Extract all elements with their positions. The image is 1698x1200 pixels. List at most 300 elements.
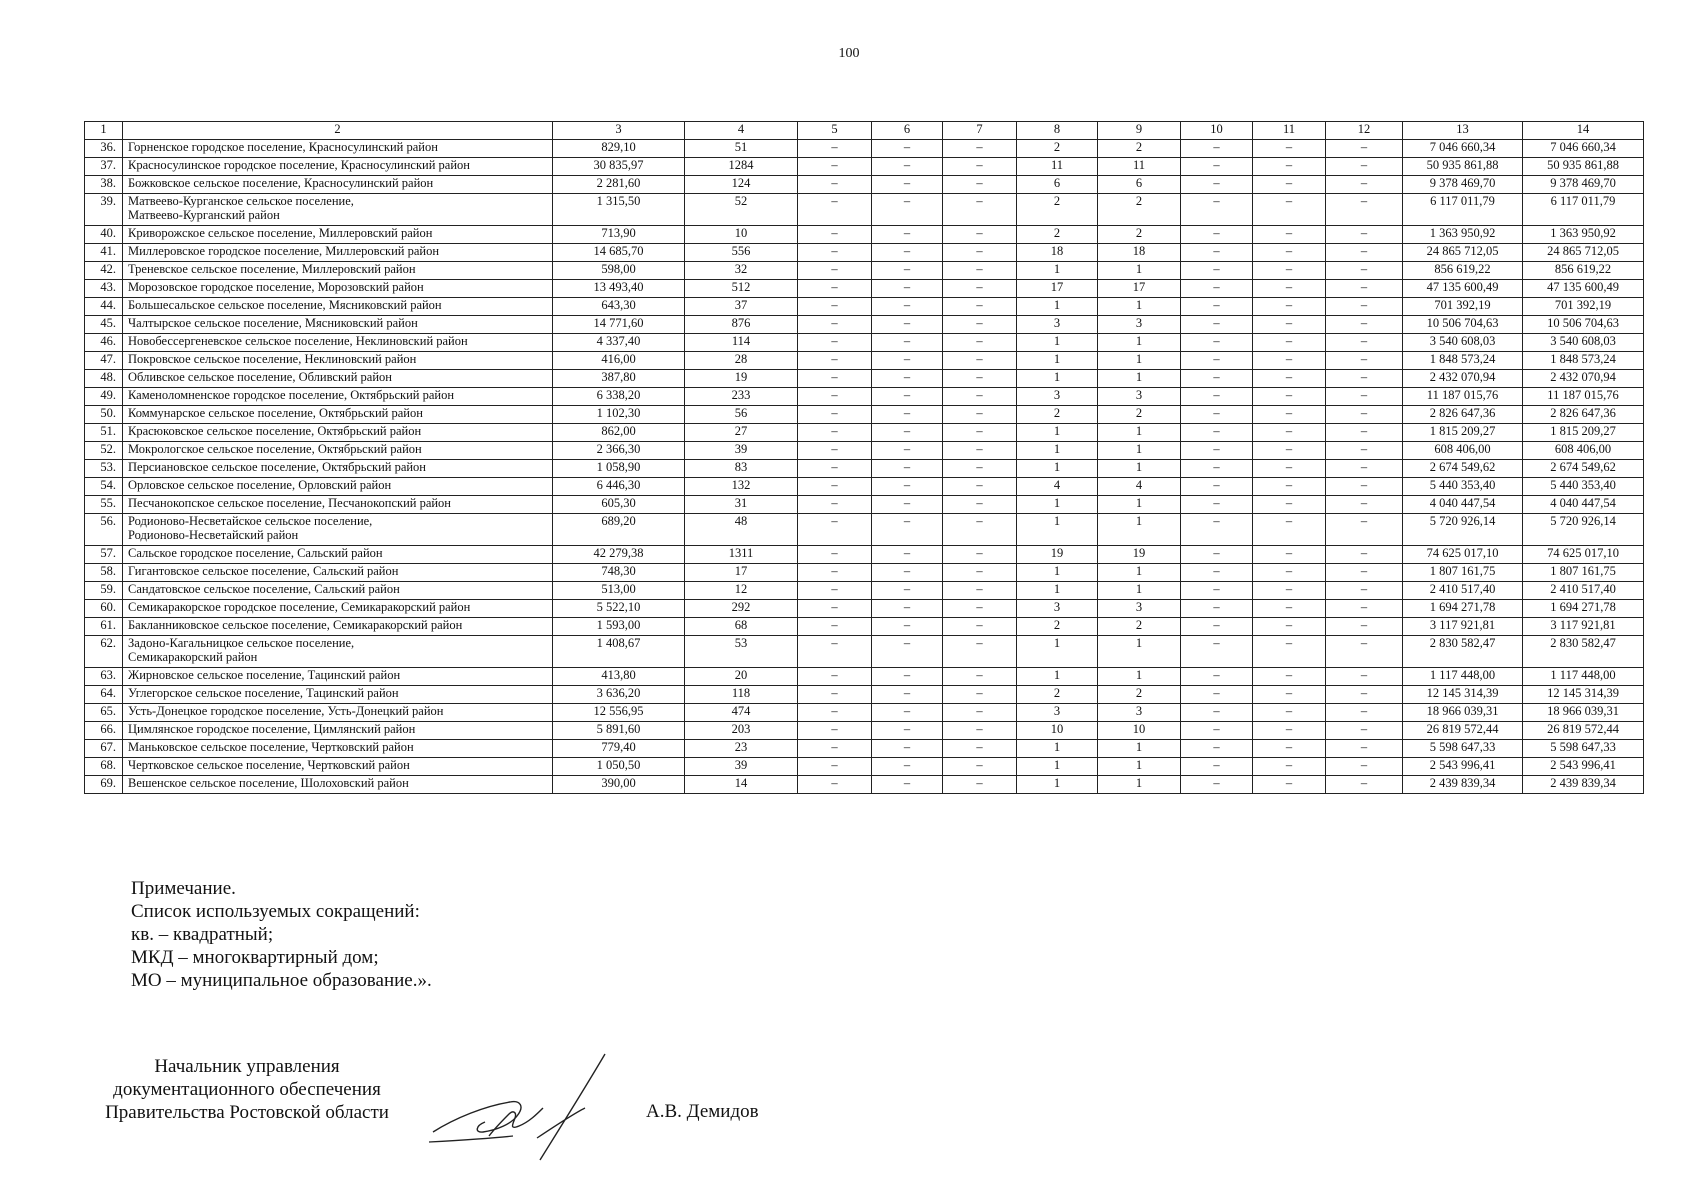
row-number-cell: 67. [85, 740, 123, 758]
row-number-cell: 68. [85, 758, 123, 776]
settlement-name-cell: Божковское сельское поселение, Красносулинский район [123, 176, 553, 194]
settlement-name-cell: Персиановское сельское поселение, Октябрьский район [123, 460, 553, 478]
col7-cell: – [943, 388, 1017, 406]
row-number-cell: 56. [85, 514, 123, 546]
col12-cell: – [1326, 600, 1403, 618]
settlement-name-cell: Чертковское сельское поселение, Чертковский район [123, 758, 553, 776]
col8-cell: 2 [1017, 618, 1098, 636]
area-cell: 390,00 [553, 776, 685, 794]
row-number-cell: 54. [85, 478, 123, 496]
table-row [85, 668, 1644, 686]
settlement-name-cell: Песчанокопское сельское поселение, Песчанокопский район [123, 496, 553, 514]
area-cell: 1 315,50 [553, 194, 685, 226]
residents-cell: 39 [685, 442, 798, 460]
signatory-title-line: Правительства Ростовской области [105, 1102, 389, 1123]
settlement-name-cell: Цимлянское городское поселение, Цимлянский район [123, 722, 553, 740]
area-cell: 12 556,95 [553, 704, 685, 722]
col8-cell: 2 [1017, 226, 1098, 244]
col11-cell: – [1253, 546, 1326, 564]
col12-cell: – [1326, 442, 1403, 460]
residents-cell: 512 [685, 280, 798, 298]
column-header: 1 [85, 122, 123, 140]
col5-cell: – [798, 424, 872, 442]
col12-cell: – [1326, 546, 1403, 564]
residents-cell: 48 [685, 514, 798, 546]
col11-cell: – [1253, 668, 1326, 686]
cost-funding-cell: 74 625 017,10 [1523, 546, 1644, 564]
col6-cell: – [872, 636, 943, 668]
area-cell: 387,80 [553, 370, 685, 388]
col11-cell: – [1253, 298, 1326, 316]
col11-cell: – [1253, 758, 1326, 776]
col10-cell: – [1181, 280, 1253, 298]
col7-cell: – [943, 244, 1017, 262]
residents-cell: 52 [685, 194, 798, 226]
col11-cell: – [1253, 722, 1326, 740]
col11-cell: – [1253, 194, 1326, 226]
col6-cell: – [872, 460, 943, 478]
col6-cell: – [872, 176, 943, 194]
col7-cell: – [943, 352, 1017, 370]
col6-cell: – [872, 388, 943, 406]
col9-cell: 1 [1098, 668, 1181, 686]
row-number-cell: 46. [85, 334, 123, 352]
col5-cell: – [798, 514, 872, 546]
table-row [85, 226, 1644, 244]
cost-funding-cell: 7 046 660,34 [1523, 140, 1644, 158]
cost-total-cell: 2 410 517,40 [1403, 582, 1523, 600]
row-number-cell: 55. [85, 496, 123, 514]
col7-cell: – [943, 668, 1017, 686]
row-number-cell: 52. [85, 442, 123, 460]
col8-cell: 2 [1017, 686, 1098, 704]
settlement-name-cell: Гигантовское сельское поселение, Сальский район [123, 564, 553, 582]
col10-cell: – [1181, 758, 1253, 776]
settlement-name-cell: Бакланниковское сельское поселение, Семикаракорский район [123, 618, 553, 636]
col11-cell: – [1253, 280, 1326, 298]
col11-cell: – [1253, 442, 1326, 460]
col12-cell: – [1326, 406, 1403, 424]
col5-cell: – [798, 244, 872, 262]
cost-total-cell: 2 830 582,47 [1403, 636, 1523, 668]
col5-cell: – [798, 158, 872, 176]
table-row [85, 582, 1644, 600]
column-header: 14 [1523, 122, 1644, 140]
col8-cell: 1 [1017, 776, 1098, 794]
col5-cell: – [798, 618, 872, 636]
cost-total-cell: 3 540 608,03 [1403, 334, 1523, 352]
cost-funding-cell: 2 543 996,41 [1523, 758, 1644, 776]
col8-cell: 1 [1017, 582, 1098, 600]
col7-cell: – [943, 442, 1017, 460]
cost-funding-cell: 1 694 271,78 [1523, 600, 1644, 618]
col12-cell: – [1326, 244, 1403, 262]
table-row [85, 686, 1644, 704]
col9-cell: 2 [1098, 194, 1181, 226]
col5-cell: – [798, 496, 872, 514]
settlement-name-cell: Родионово-Несветайское сельское поселение, Родионово-Несветайский район [123, 514, 553, 546]
col5-cell: – [798, 564, 872, 582]
col12-cell: – [1326, 176, 1403, 194]
col9-cell: 1 [1098, 636, 1181, 668]
col11-cell: – [1253, 352, 1326, 370]
table-row [85, 496, 1644, 514]
col8-cell: 1 [1017, 668, 1098, 686]
cost-funding-cell: 2 830 582,47 [1523, 636, 1644, 668]
col6-cell: – [872, 686, 943, 704]
col10-cell: – [1181, 618, 1253, 636]
col5-cell: – [798, 478, 872, 496]
residents-cell: 203 [685, 722, 798, 740]
col9-cell: 1 [1098, 334, 1181, 352]
residents-cell: 132 [685, 478, 798, 496]
residents-cell: 292 [685, 600, 798, 618]
column-header: 9 [1098, 122, 1181, 140]
cost-funding-cell: 3 540 608,03 [1523, 334, 1644, 352]
row-number-cell: 63. [85, 668, 123, 686]
col6-cell: – [872, 582, 943, 600]
col5-cell: – [798, 352, 872, 370]
col8-cell: 6 [1017, 176, 1098, 194]
residents-cell: 118 [685, 686, 798, 704]
residents-cell: 20 [685, 668, 798, 686]
col8-cell: 1 [1017, 334, 1098, 352]
cost-funding-cell: 6 117 011,79 [1523, 194, 1644, 226]
col10-cell: – [1181, 600, 1253, 618]
area-cell: 748,30 [553, 564, 685, 582]
col8-cell: 1 [1017, 352, 1098, 370]
col7-cell: – [943, 546, 1017, 564]
col9-cell: 1 [1098, 740, 1181, 758]
settlement-name-cell: Сальское городское поселение, Сальский район [123, 546, 553, 564]
col11-cell: – [1253, 564, 1326, 582]
col8-cell: 1 [1017, 564, 1098, 582]
row-number-cell: 60. [85, 600, 123, 618]
table-row [85, 406, 1644, 424]
column-header: 6 [872, 122, 943, 140]
settlements-table [84, 121, 1644, 794]
area-cell: 713,90 [553, 226, 685, 244]
residents-cell: 51 [685, 140, 798, 158]
col11-cell: – [1253, 316, 1326, 334]
col5-cell: – [798, 334, 872, 352]
row-number-cell: 37. [85, 158, 123, 176]
col7-cell: – [943, 176, 1017, 194]
table-row [85, 424, 1644, 442]
residents-cell: 23 [685, 740, 798, 758]
signatory-name: А.В. Демидов [646, 1101, 759, 1122]
col5-cell: – [798, 582, 872, 600]
col5-cell: – [798, 442, 872, 460]
col10-cell: – [1181, 546, 1253, 564]
settlement-name-cell: Новобессергеневское сельское поселение, Неклиновский район [123, 334, 553, 352]
cost-funding-cell: 3 117 921,81 [1523, 618, 1644, 636]
cost-funding-cell: 856 619,22 [1523, 262, 1644, 280]
cost-total-cell: 5 720 926,14 [1403, 514, 1523, 546]
table-row [85, 262, 1644, 280]
col12-cell: – [1326, 758, 1403, 776]
col8-cell: 2 [1017, 406, 1098, 424]
col10-cell: – [1181, 496, 1253, 514]
col7-cell: – [943, 704, 1017, 722]
residents-cell: 474 [685, 704, 798, 722]
cost-total-cell: 11 187 015,76 [1403, 388, 1523, 406]
table-row [85, 478, 1644, 496]
col9-cell: 1 [1098, 460, 1181, 478]
col6-cell: – [872, 758, 943, 776]
table-row [85, 442, 1644, 460]
settlement-name-cell: Чалтырское сельское поселение, Мясниковский район [123, 316, 553, 334]
col10-cell: – [1181, 740, 1253, 758]
row-number-cell: 45. [85, 316, 123, 334]
col12-cell: – [1326, 226, 1403, 244]
col12-cell: – [1326, 262, 1403, 280]
col8-cell: 10 [1017, 722, 1098, 740]
col7-cell: – [943, 776, 1017, 794]
col9-cell: 11 [1098, 158, 1181, 176]
col12-cell: – [1326, 514, 1403, 546]
col10-cell: – [1181, 460, 1253, 478]
area-cell: 14 771,60 [553, 316, 685, 334]
table-row [85, 514, 1644, 546]
settlement-name-cell: Матвеево-Курганское сельское поселение, Матвеево-Курганский район [123, 194, 553, 226]
signatory-title [82, 1055, 412, 1124]
table-row [85, 600, 1644, 618]
col12-cell: – [1326, 776, 1403, 794]
col11-cell: – [1253, 388, 1326, 406]
col7-cell: – [943, 564, 1017, 582]
cost-total-cell: 10 506 704,63 [1403, 316, 1523, 334]
table-row [85, 564, 1644, 582]
col7-cell: – [943, 758, 1017, 776]
row-number-cell: 44. [85, 298, 123, 316]
area-cell: 1 050,50 [553, 758, 685, 776]
col9-cell: 17 [1098, 280, 1181, 298]
col9-cell: 2 [1098, 406, 1181, 424]
col6-cell: – [872, 334, 943, 352]
cost-total-cell: 50 935 861,88 [1403, 158, 1523, 176]
cost-funding-cell: 701 392,19 [1523, 298, 1644, 316]
col6-cell: – [872, 442, 943, 460]
col6-cell: – [872, 424, 943, 442]
cost-funding-cell: 608 406,00 [1523, 442, 1644, 460]
settlement-name-cell: Семикаракорское городское поселение, Семикаракорский район [123, 600, 553, 618]
col12-cell: – [1326, 280, 1403, 298]
area-cell: 2 281,60 [553, 176, 685, 194]
col5-cell: – [798, 740, 872, 758]
col11-cell: – [1253, 496, 1326, 514]
col7-cell: – [943, 262, 1017, 280]
col6-cell: – [872, 776, 943, 794]
col12-cell: – [1326, 352, 1403, 370]
col10-cell: – [1181, 316, 1253, 334]
cost-funding-cell: 5 440 353,40 [1523, 478, 1644, 496]
cost-total-cell: 5 598 647,33 [1403, 740, 1523, 758]
row-number-cell: 47. [85, 352, 123, 370]
residents-cell: 19 [685, 370, 798, 388]
col8-cell: 1 [1017, 496, 1098, 514]
area-cell: 1 102,30 [553, 406, 685, 424]
row-number-cell: 38. [85, 176, 123, 194]
col10-cell: – [1181, 424, 1253, 442]
col6-cell: – [872, 298, 943, 316]
cost-funding-cell: 1 117 448,00 [1523, 668, 1644, 686]
cost-funding-cell: 18 966 039,31 [1523, 704, 1644, 722]
col10-cell: – [1181, 442, 1253, 460]
col9-cell: 6 [1098, 176, 1181, 194]
col11-cell: – [1253, 424, 1326, 442]
col5-cell: – [798, 704, 872, 722]
table-row [85, 280, 1644, 298]
col6-cell: – [872, 496, 943, 514]
col5-cell: – [798, 370, 872, 388]
settlement-name-cell: Орловское сельское поселение, Орловский район [123, 478, 553, 496]
table-row [85, 158, 1644, 176]
cost-total-cell: 2 826 647,36 [1403, 406, 1523, 424]
cost-total-cell: 1 848 573,24 [1403, 352, 1523, 370]
cost-funding-cell: 9 378 469,70 [1523, 176, 1644, 194]
cost-funding-cell: 26 819 572,44 [1523, 722, 1644, 740]
col9-cell: 4 [1098, 478, 1181, 496]
settlement-name-cell: Горненское городское поселение, Красносулинский район [123, 140, 553, 158]
notes-block [131, 877, 432, 992]
col7-cell: – [943, 722, 1017, 740]
col5-cell: – [798, 600, 872, 618]
col6-cell: – [872, 618, 943, 636]
col7-cell: – [943, 636, 1017, 668]
cost-total-cell: 9 378 469,70 [1403, 176, 1523, 194]
col10-cell: – [1181, 514, 1253, 546]
area-cell: 14 685,70 [553, 244, 685, 262]
col10-cell: – [1181, 686, 1253, 704]
col8-cell: 1 [1017, 424, 1098, 442]
col7-cell: – [943, 460, 1017, 478]
col6-cell: – [872, 668, 943, 686]
area-cell: 1 408,67 [553, 636, 685, 668]
col11-cell: – [1253, 140, 1326, 158]
residents-cell: 233 [685, 388, 798, 406]
col8-cell: 1 [1017, 758, 1098, 776]
settlement-name-cell: Задоно-Кагальницкое сельское поселение, Семикаракорский район [123, 636, 553, 668]
col8-cell: 19 [1017, 546, 1098, 564]
row-number-cell: 69. [85, 776, 123, 794]
col10-cell: – [1181, 226, 1253, 244]
col8-cell: 3 [1017, 704, 1098, 722]
col12-cell: – [1326, 460, 1403, 478]
cost-total-cell: 7 046 660,34 [1403, 140, 1523, 158]
col8-cell: 3 [1017, 388, 1098, 406]
table-row [85, 618, 1644, 636]
col12-cell: – [1326, 140, 1403, 158]
col6-cell: – [872, 158, 943, 176]
col12-cell: – [1326, 668, 1403, 686]
col8-cell: 18 [1017, 244, 1098, 262]
col8-cell: 1 [1017, 262, 1098, 280]
col10-cell: – [1181, 406, 1253, 424]
residents-cell: 10 [685, 226, 798, 244]
col5-cell: – [798, 140, 872, 158]
col10-cell: – [1181, 704, 1253, 722]
settlement-name-cell: Большесальское сельское поселение, Мясниковский район [123, 298, 553, 316]
cost-funding-cell: 1 848 573,24 [1523, 352, 1644, 370]
row-number-cell: 49. [85, 388, 123, 406]
col6-cell: – [872, 722, 943, 740]
cost-funding-cell: 2 410 517,40 [1523, 582, 1644, 600]
col10-cell: – [1181, 194, 1253, 226]
row-number-cell: 65. [85, 704, 123, 722]
col6-cell: – [872, 280, 943, 298]
col5-cell: – [798, 546, 872, 564]
area-cell: 416,00 [553, 352, 685, 370]
residents-cell: 114 [685, 334, 798, 352]
residents-cell: 83 [685, 460, 798, 478]
col12-cell: – [1326, 564, 1403, 582]
cost-total-cell: 608 406,00 [1403, 442, 1523, 460]
col6-cell: – [872, 546, 943, 564]
row-number-cell: 41. [85, 244, 123, 262]
col12-cell: – [1326, 158, 1403, 176]
col7-cell: – [943, 406, 1017, 424]
column-header: 13 [1403, 122, 1523, 140]
table-header-row [85, 122, 1644, 140]
table-row [85, 244, 1644, 262]
settlement-name-cell: Углегорское сельское поселение, Тацинский район [123, 686, 553, 704]
cost-total-cell: 6 117 011,79 [1403, 194, 1523, 226]
row-number-cell: 50. [85, 406, 123, 424]
area-cell: 13 493,40 [553, 280, 685, 298]
col7-cell: – [943, 370, 1017, 388]
col10-cell: – [1181, 158, 1253, 176]
residents-cell: 32 [685, 262, 798, 280]
col6-cell: – [872, 370, 943, 388]
settlement-name-cell: Покровское сельское поселение, Неклиновский район [123, 352, 553, 370]
col7-cell: – [943, 618, 1017, 636]
col5-cell: – [798, 262, 872, 280]
row-number-cell: 64. [85, 686, 123, 704]
col9-cell: 3 [1098, 388, 1181, 406]
col9-cell: 10 [1098, 722, 1181, 740]
col11-cell: – [1253, 704, 1326, 722]
settlement-name-cell: Морозовское городское поселение, Морозовский район [123, 280, 553, 298]
col8-cell: 1 [1017, 460, 1098, 478]
residents-cell: 28 [685, 352, 798, 370]
col12-cell: – [1326, 388, 1403, 406]
col11-cell: – [1253, 686, 1326, 704]
col10-cell: – [1181, 722, 1253, 740]
table-row [85, 140, 1644, 158]
col9-cell: 3 [1098, 600, 1181, 618]
col8-cell: 2 [1017, 194, 1098, 226]
col11-cell: – [1253, 460, 1326, 478]
col7-cell: – [943, 478, 1017, 496]
area-cell: 643,30 [553, 298, 685, 316]
settlement-name-cell: Сандатовское сельское поселение, Сальский район [123, 582, 553, 600]
col11-cell: – [1253, 478, 1326, 496]
row-number-cell: 57. [85, 546, 123, 564]
cost-total-cell: 2 439 839,34 [1403, 776, 1523, 794]
col10-cell: – [1181, 636, 1253, 668]
col5-cell: – [798, 406, 872, 424]
col9-cell: 1 [1098, 370, 1181, 388]
col10-cell: – [1181, 564, 1253, 582]
col12-cell: – [1326, 316, 1403, 334]
col7-cell: – [943, 226, 1017, 244]
settlement-name-cell: Треневское сельское поселение, Миллеровский район [123, 262, 553, 280]
area-cell: 1 058,90 [553, 460, 685, 478]
settlement-name-cell: Миллеровское городское поселение, Миллеровский район [123, 244, 553, 262]
settlement-name-cell: Усть-Донецкое городское поселение, Усть-Донецкий район [123, 704, 553, 722]
col11-cell: – [1253, 618, 1326, 636]
